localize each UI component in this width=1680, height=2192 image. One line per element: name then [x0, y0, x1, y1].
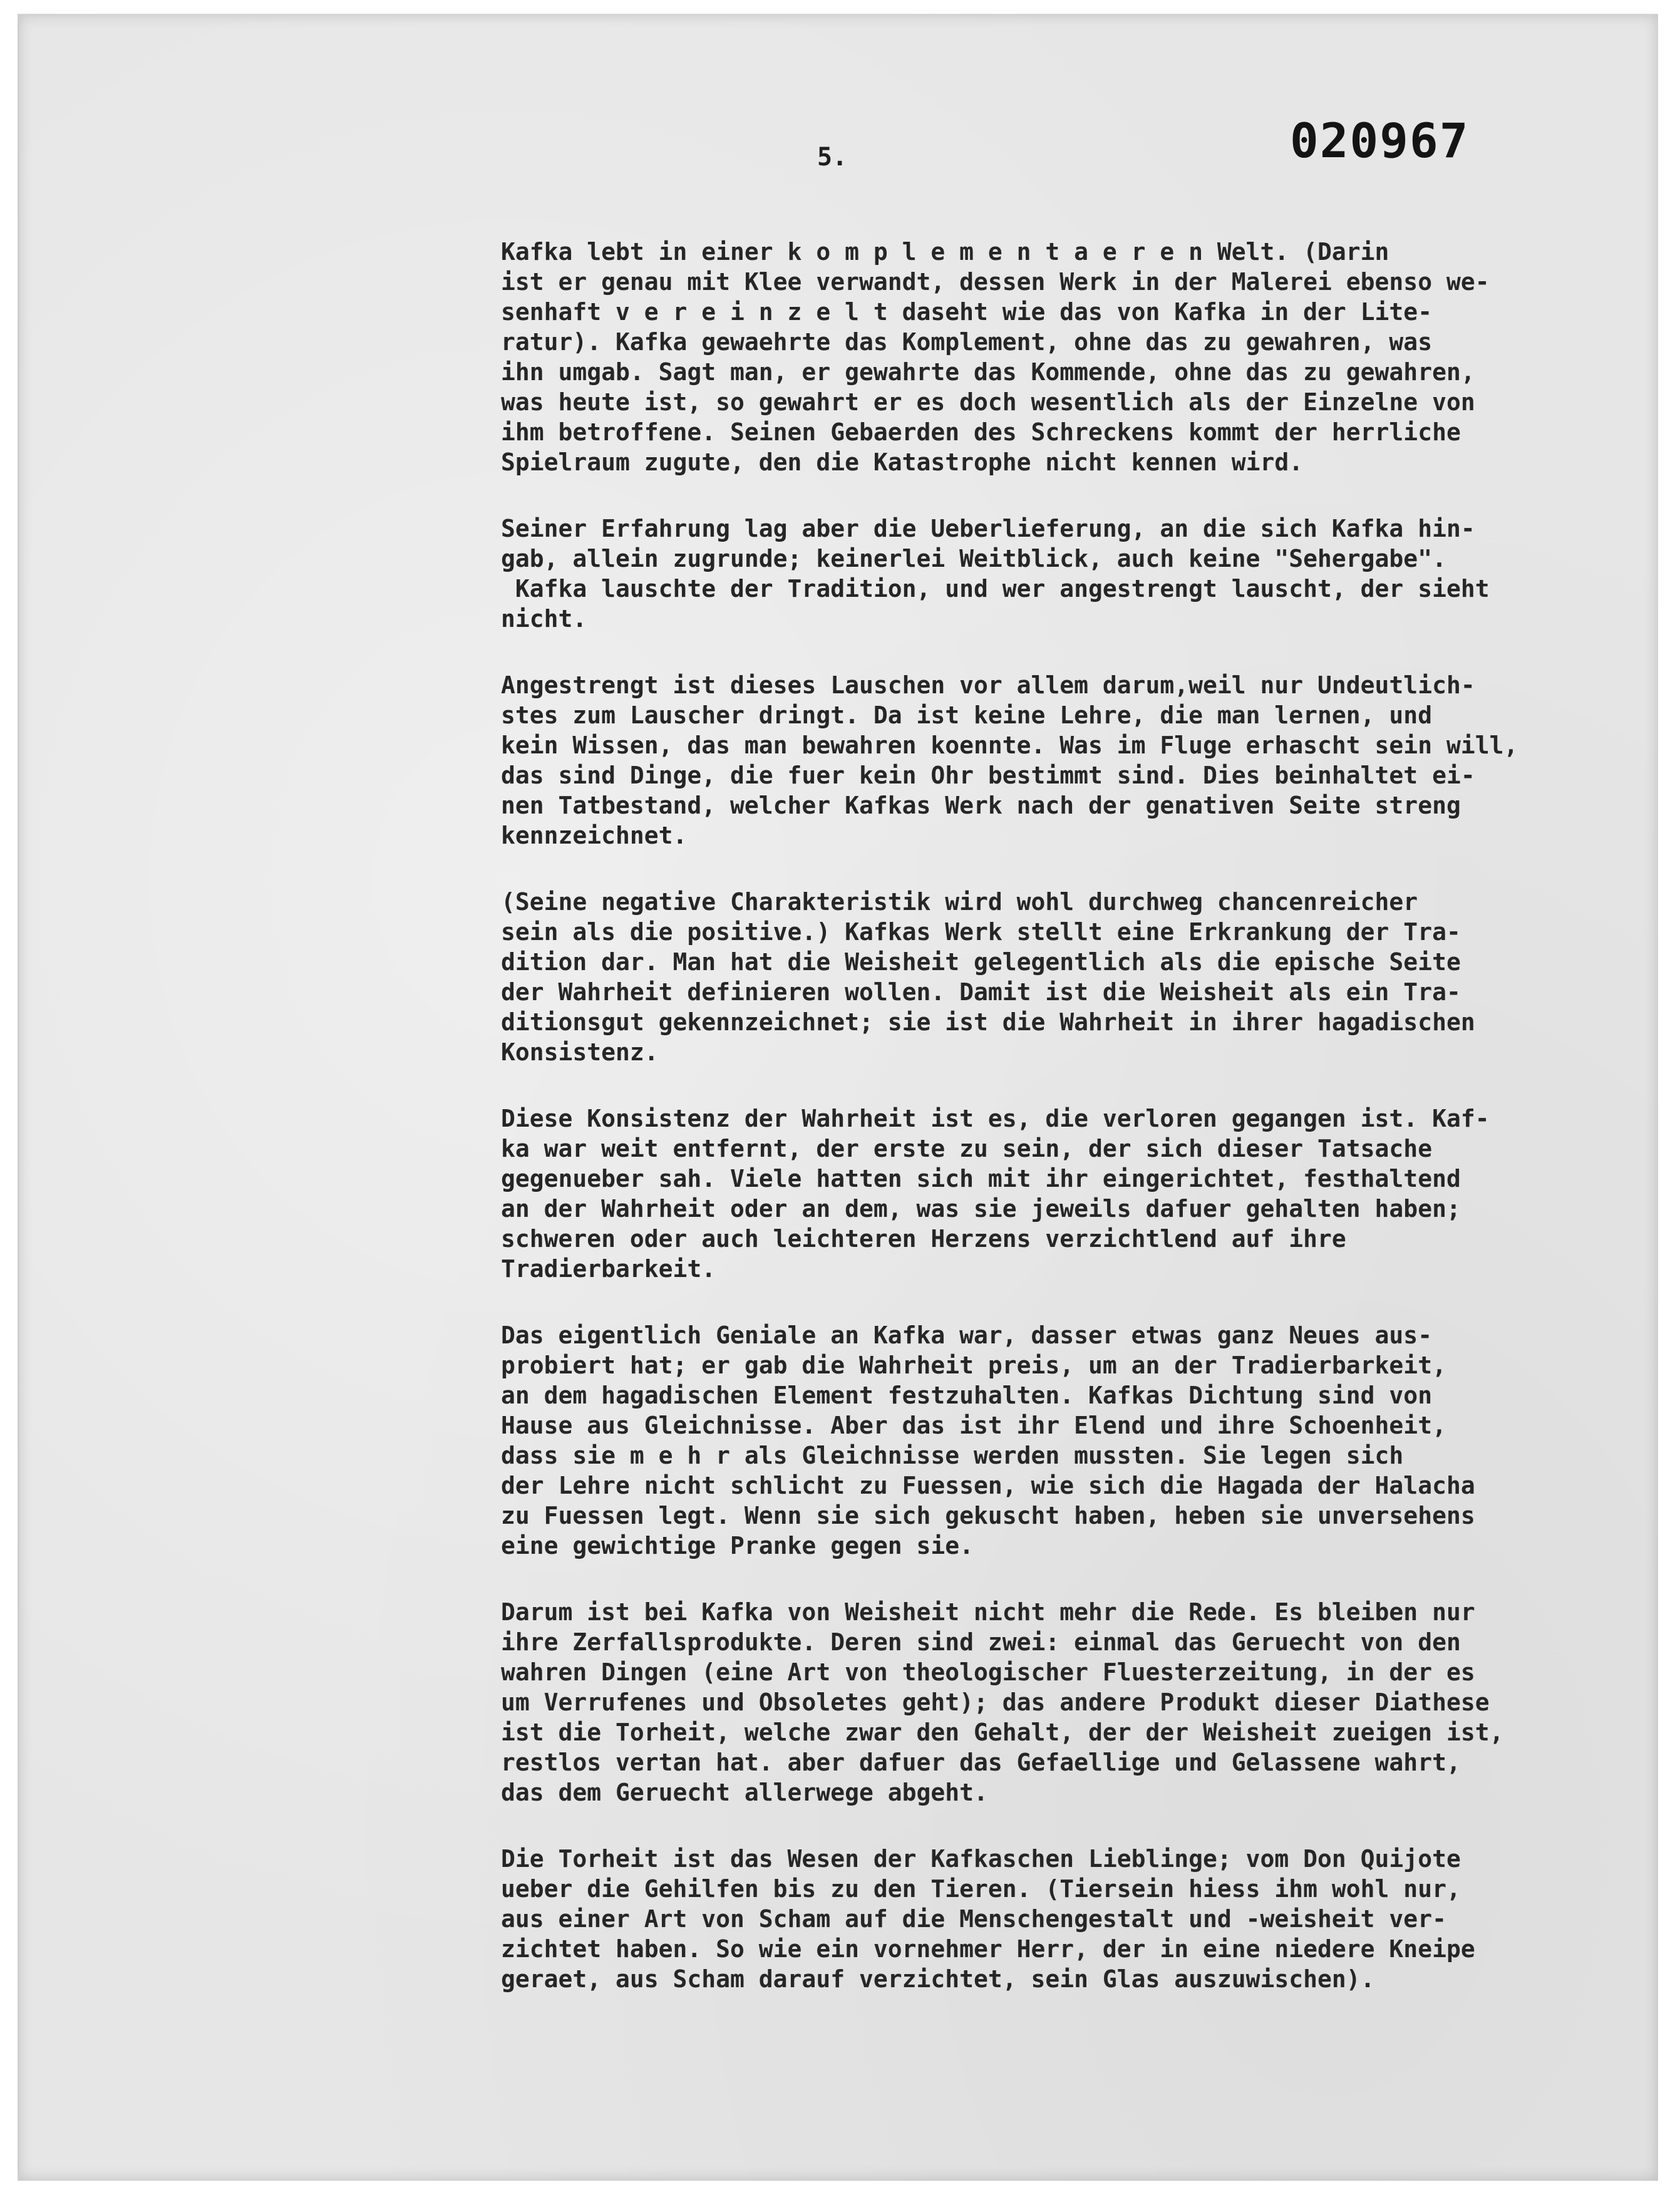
text-line: ratur). Kafka gewaehrte das Komplement, ohne das zu gewahren, was — [501, 328, 1433, 356]
text-line: ihre Zerfallsprodukte. Deren sind zwei: einmal das Geruecht von den — [501, 1628, 1461, 1656]
text-line: aus einer Art von Scham auf die Menschengestalt und -weisheit ver- — [501, 1905, 1446, 1933]
document-id-stamp: 020967 — [1290, 113, 1470, 168]
text-line: Die Torheit ist das Wesen der Kafkaschen Lieblinge; vom Don Quijote — [501, 1845, 1461, 1873]
text-line: ihn umgab. Sagt man, er gewahrte das Kommende, ohne das zu gewahren, — [501, 358, 1475, 386]
text-line: der Lehre nicht schlicht zu Fuessen, wie sich die Hagada der Halacha — [501, 1472, 1475, 1499]
text-line: senhaft v e r e i n z e l t daseht wie das von Kafka in der Lite- — [501, 298, 1433, 326]
text-line: Kafka lauschte der Tradition, und wer angestrengt lauscht, der sieht — [501, 575, 1490, 602]
text-line: zu Fuessen legt. Wenn sie sich gekuscht haben, heben sie unversehens — [501, 1502, 1475, 1529]
text-line: um Verrufenes und Obsoletes geht); das andere Produkt dieser Diathese — [501, 1688, 1490, 1716]
text-line: ka war weit entfernt, der erste zu sein, der sich dieser Tatsache — [501, 1135, 1433, 1162]
text-line: Diese Konsistenz der Wahrheit ist es, die verloren gegangen ist. Kaf- — [501, 1105, 1490, 1132]
paragraph — [501, 237, 1603, 477]
text-line: nen Tatbestand, welcher Kafkas Werk nach der genativen Seite streng — [501, 792, 1461, 819]
text-line: Kafka lebt in einer k o m p l e m e n t a e r e n Welt. (Darin — [501, 238, 1389, 266]
text-line: gegenueber sah. Viele hatten sich mit ihr eingerichtet, festhaltend — [501, 1165, 1461, 1192]
text-line: kennzeichnet. — [501, 822, 688, 849]
text-line: Spielraum zugute, den die Katastrophe nicht kennen wird. — [501, 448, 1304, 476]
text-line: das sind Dinge, die fuer kein Ohr bestimmt sind. Dies beinhaltet ei- — [501, 762, 1475, 789]
text-line: an dem hagadischen Element festzuhalten. Kafkas Dichtung sind von — [501, 1382, 1433, 1409]
text-line: Konsistenz. — [501, 1038, 659, 1066]
text-line: restlos vertan hat. aber dafuer das Gefaellige und Gelassene wahrt, — [501, 1749, 1461, 1776]
text-line: Seiner Erfahrung lag aber die Ueberlieferung, an die sich Kafka hin- — [501, 515, 1475, 542]
text-line: (Seine negative Charakteristik wird wohl durchweg chancenreicher — [501, 888, 1418, 916]
text-line: kein Wissen, das man bewahren koennte. Was im Fluge erhascht sein will, — [501, 732, 1518, 759]
page-number: 5. — [817, 143, 848, 172]
text-line: Darum ist bei Kafka von Weisheit nicht mehr die Rede. Es bleiben nur — [501, 1598, 1475, 1626]
text-line: stes zum Lauscher dringt. Da ist keine Lehre, die man lernen, und — [501, 701, 1433, 729]
text-line: das dem Geruecht allerwege abgeht. — [501, 1779, 988, 1806]
text-line: schweren oder auch leichteren Herzens verzichtlend auf ihre — [501, 1225, 1346, 1253]
text-line: dition dar. Man hat die Weisheit gelegentlich als die epische Seite — [501, 948, 1461, 976]
text-line: wahren Dingen (eine Art von theologischer Fluesterzeitung, in der es — [501, 1658, 1475, 1686]
text-line: ihm betroffene. Seinen Gebaerden des Schreckens kommt der herrliche — [501, 418, 1461, 446]
text-line: eine gewichtige Pranke gegen sie. — [501, 1532, 974, 1559]
text-line: geraet, aus Scham darauf verzichtet, sein Glas auszuwischen). — [501, 1965, 1375, 1993]
text-line: ist er genau mit Klee verwandt, dessen Werk in der Malerei ebenso we- — [501, 268, 1490, 296]
text-line: der Wahrheit definieren wollen. Damit ist die Weisheit als ein Tra- — [501, 978, 1461, 1006]
paragraph — [501, 887, 1603, 1067]
paragraph — [501, 514, 1603, 634]
text-line: ditionsgut gekennzeichnet; sie ist die Wahrheit in ihrer hagadischen — [501, 1008, 1475, 1036]
paragraph — [501, 1104, 1603, 1284]
paragraph — [501, 1597, 1603, 1807]
paragraph — [501, 1844, 1603, 1994]
text-line: was heute ist, so gewahrt er es doch wesentlich als der Einzelne von — [501, 388, 1475, 416]
text-line: ist die Torheit, welche zwar den Gehalt, der der Weisheit zueigen ist, — [501, 1719, 1504, 1746]
text-line: probiert hat; er gab die Wahrheit preis, um an der Tradierbarkeit, — [501, 1352, 1446, 1379]
text-line: Das eigentlich Geniale an Kafka war, dasser etwas ganz Neues aus- — [501, 1321, 1433, 1349]
text-line: an der Wahrheit oder an dem, was sie jeweils dafuer gehalten haben; — [501, 1195, 1461, 1223]
body-text — [501, 237, 1603, 2030]
paragraph — [501, 670, 1603, 850]
text-line: ueber die Gehilfen bis zu den Tieren. (Tiersein hiess ihm wohl nur, — [501, 1875, 1461, 1903]
text-line: zichtet haben. So wie ein vornehmer Herr, der in eine niedere Kneipe — [501, 1935, 1475, 1963]
text-line: Angestrengt ist dieses Lauschen vor allem darum,weil nur Undeutlich- — [501, 671, 1475, 699]
paragraph — [501, 1320, 1603, 1561]
text-line: sein als die positive.) Kafkas Werk stellt eine Erkrankung der Tra- — [501, 918, 1461, 946]
text-line: dass sie m e h r als Gleichnisse werden mussten. Sie legen sich — [501, 1442, 1404, 1469]
text-line: nicht. — [501, 605, 587, 633]
text-line: Tradierbarkeit. — [501, 1255, 716, 1283]
text-line: gab, allein zugrunde; keinerlei Weitblick, auch keine "Sehergabe". — [501, 545, 1446, 572]
text-line: Hause aus Gleichnisse. Aber das ist ihr Elend und ihre Schoenheit, — [501, 1412, 1446, 1439]
